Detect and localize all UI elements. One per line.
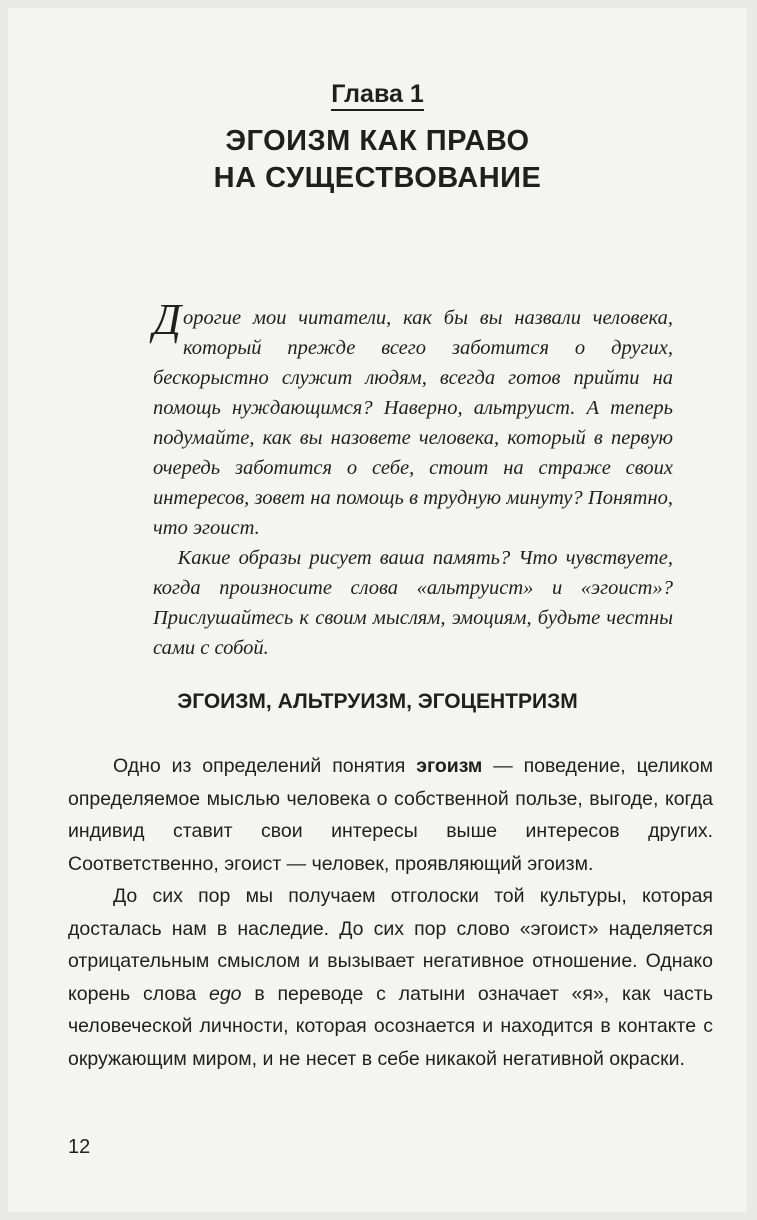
body-paragraph-1-start: Одно из определений понятия bbox=[113, 755, 417, 777]
section-title: ЭГОИЗМ, АЛЬТРУИЗМ, ЭГОЦЕНТРИЗМ bbox=[177, 690, 578, 713]
drop-cap: Д bbox=[153, 295, 181, 344]
chapter-intro bbox=[153, 295, 673, 663]
chapter-title-line-2: НА СУЩЕСТВОВАНИЕ bbox=[213, 162, 542, 194]
body-paragraph-1 bbox=[68, 750, 713, 880]
body-paragraph-1-end: — поведение, целиком определяемое мыслью человека о собственной пользе, выгоде, когда индивид ставит свои интересы выше интересов других. Соответственно, эгоист — человек, проявляющий эгоизм. bbox=[68, 755, 713, 875]
intro-paragraph-2 bbox=[153, 543, 673, 663]
chapter-title-line-1: ЭГОИЗМ КАК ПРАВО bbox=[225, 125, 530, 157]
body-paragraph-2 bbox=[68, 880, 713, 1075]
term-ego: ego bbox=[208, 982, 242, 1005]
page-number: 12 bbox=[68, 1136, 91, 1158]
chapter-label bbox=[8, 80, 747, 109]
chapter-label-text: Глава 1 bbox=[331, 80, 424, 111]
chapter-title bbox=[8, 123, 747, 197]
body-text bbox=[68, 750, 713, 1075]
book-page bbox=[8, 8, 747, 1212]
term-egoism: эгоизм bbox=[416, 755, 483, 777]
intro-paragraph-2-text: Какие образы рисует ваша память? Что чувствуете, когда произносите слова «альтруист» и «эгоист»? Прислушайтесь к своим мыслям, эмоциям, будьте честны сами с собой. bbox=[153, 547, 673, 659]
intro-paragraph-1-text: орогие мои читатели, как бы вы назвали человека, который прежде всего заботится о других, бескорыстно служит людям, всегда готов прийти на помощь нуждающимся? Наверно, альтруист. А теперь подумайте, как вы назовете человека, который в первую очередь заботится о себе, стоит на страже своих интересов, зовет на помощь в трудную минуту? Понятно, что эгоист. bbox=[153, 307, 673, 539]
body-paragraph-2-start: До сих пор мы получаем отголоски той культуры, которая досталась нам в наследие. До сих пор слово «эгоист» наделяется отрицательным смыслом и вызывает негативное отношение. Однако корень слова bbox=[68, 885, 713, 1005]
intro-paragraph-1 bbox=[153, 295, 673, 543]
body-paragraph-2-end: в переводе с латыни означает «я», как часть человеческой личности, которая осознается и находится в контакте с окружающим миром, и не несет в себе никакой негативной окраски. bbox=[68, 982, 713, 1070]
